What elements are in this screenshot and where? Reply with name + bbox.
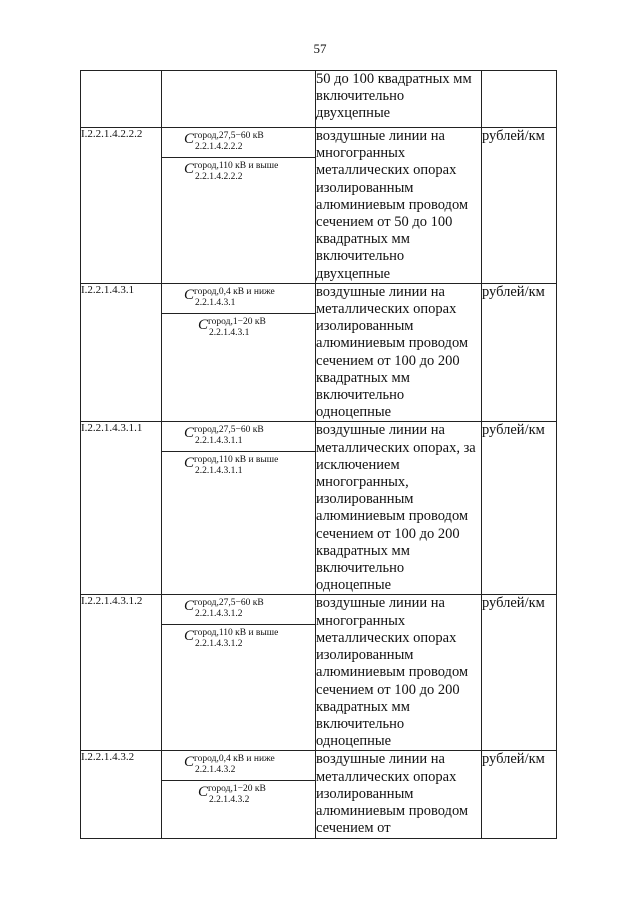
symbol-superscript: город,0,4 кВ и ниже: [194, 754, 275, 765]
page-number: 57: [313, 41, 327, 56]
symbol-subscript: 2.2.1.4.3.1.2: [195, 639, 243, 650]
symbol-cost-04kv: [162, 751, 315, 780]
symbol-cost-27-60kv: [162, 422, 315, 451]
symbol-letter: C: [198, 784, 209, 801]
symbol-cost-110kv: [162, 451, 315, 481]
row-description: 50 до 100 квадратных мм включительно двухцепные: [316, 71, 482, 128]
row-unit: [482, 71, 557, 128]
symbol-cost-27-60kv: [162, 595, 315, 624]
row-unit: рублей/км: [482, 283, 557, 422]
symbol-superscript: город,27,5−60 кВ: [194, 425, 264, 436]
row-symbols: [162, 283, 316, 422]
row-unit: рублей/км: [482, 751, 557, 839]
symbol-letter: C: [184, 286, 195, 303]
symbol-superscript: город,110 кВ и выше: [194, 161, 279, 171]
symbol-letter: C: [184, 628, 195, 645]
row-unit: рублей/км: [482, 128, 557, 284]
row-symbols: [162, 595, 316, 751]
table-row: [81, 751, 557, 839]
row-symbols: [162, 71, 316, 128]
row-unit: рублей/км: [482, 422, 557, 595]
row-symbols: [162, 422, 316, 595]
symbol-cost-1-20kv: [162, 780, 315, 810]
tariff-table: [80, 70, 557, 839]
symbol-cost-110kv: [162, 624, 315, 654]
row-symbols: [162, 128, 316, 284]
symbol-letter: C: [184, 161, 195, 177]
symbol-letter: C: [184, 754, 195, 771]
symbol-superscript: город,1−20 кВ: [208, 316, 266, 327]
symbol-subscript: 2.2.1.4.3.1: [209, 327, 250, 338]
row-description: воздушные линии на металлических опорах, за исключением многогранных, изолированным алюминиевым проводом сечением от 100 до 200 квадратных мм включительно одноцепные: [316, 422, 482, 595]
symbol-letter: C: [184, 425, 195, 442]
row-code: I.2.2.1.4.3.1.1: [81, 422, 162, 595]
row-code: I.2.2.1.4.3.1.2: [81, 595, 162, 751]
table-row: [81, 128, 557, 284]
table-row: [81, 595, 557, 751]
table-body: [81, 71, 557, 839]
symbol-letter: C: [198, 316, 209, 333]
row-code: I.2.2.1.4.2.2.2: [81, 128, 162, 284]
symbol-cost-04kv: [162, 284, 315, 313]
row-code: [81, 71, 162, 128]
symbol-cost-110kv: [162, 157, 315, 187]
symbol-superscript: город,110 кВ и выше: [194, 628, 279, 639]
row-description: воздушные линии на металлических опорах изолированным алюминиевым проводом сечением от 100 до 200 квадратных мм включительно одноцепные: [316, 283, 482, 422]
table-row: [81, 422, 557, 595]
row-description: воздушные линии на многогранных металлических опорах изолированным алюминиевым проводом сечением от 50 до 100 квадратных мм включительно двухцепные: [316, 128, 482, 284]
row-description: воздушные линии на металлических опорах изолированным алюминиевым проводом сечением от: [316, 751, 482, 839]
symbol-subscript: 2.2.1.4.3.1.2: [195, 609, 243, 620]
symbol-superscript: город,0,4 кВ и ниже: [194, 286, 275, 297]
row-description: воздушные линии на многогранных металлических опорах изолированным алюминиевым проводом сечением от 100 до 200 квадратных мм включительно одноцепные: [316, 595, 482, 751]
row-code: I.2.2.1.4.3.1: [81, 283, 162, 422]
row-unit: рублей/км: [482, 595, 557, 751]
symbol-cost-1-20kv: [162, 313, 315, 343]
symbol-subscript: 2.2.1.4.3.1.1: [195, 436, 243, 447]
symbol-subscript: 2.2.1.4.3.1.1: [195, 466, 243, 477]
symbol-subscript: 2.2.1.4.2.2.2: [195, 142, 243, 152]
symbol-subscript: 2.2.1.4.3.2: [195, 765, 236, 776]
symbol-cost-27-60kv: [162, 128, 315, 157]
symbol-letter: C: [184, 131, 195, 147]
row-code: I.2.2.1.4.3.2: [81, 751, 162, 839]
symbol-superscript: город,27,5−60 кВ: [194, 598, 264, 609]
symbol-superscript: город,110 кВ и выше: [194, 455, 279, 466]
symbol-superscript: город,1−20 кВ: [208, 784, 266, 795]
row-symbols: [162, 751, 316, 839]
symbol-letter: C: [184, 455, 195, 472]
table-row: [81, 283, 557, 422]
symbol-letter: C: [184, 598, 195, 615]
symbol-superscript: город,27,5−60 кВ: [194, 131, 264, 141]
symbol-subscript: 2.2.1.4.3.2: [209, 795, 250, 806]
symbol-subscript: 2.2.1.4.3.1: [195, 297, 236, 308]
symbol-subscript: 2.2.1.4.2.2.2: [195, 172, 243, 182]
table-row: [81, 71, 557, 128]
